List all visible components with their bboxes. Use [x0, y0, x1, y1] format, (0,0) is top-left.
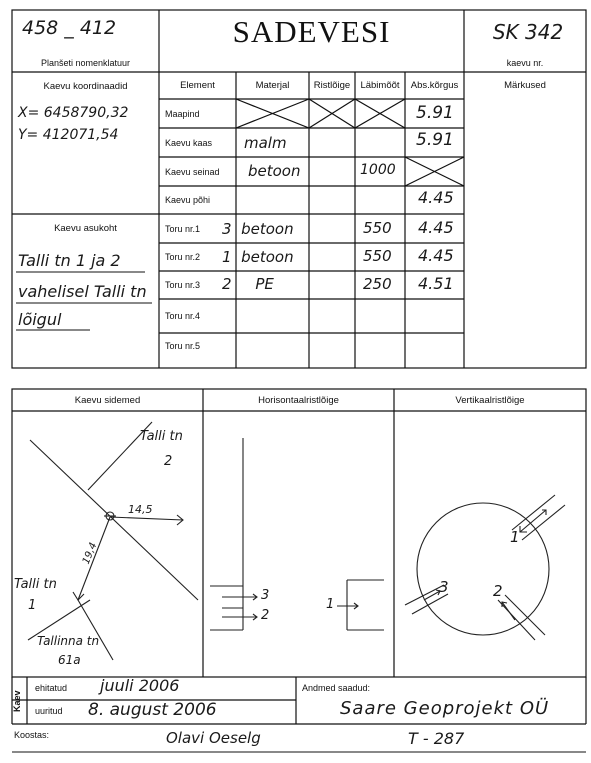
col-header-section: Ristlõige — [313, 80, 351, 91]
col-header-remarks: Märkused — [504, 80, 546, 91]
street-label: 61a — [58, 653, 81, 667]
table-cell-height: 4.45 — [418, 246, 454, 265]
pipe-label: 3 — [439, 578, 449, 596]
table-cell-height: 4.45 — [418, 188, 454, 207]
data-source-label: Andmed saadud: — [302, 683, 371, 693]
col-header-height: Abs.kõrgus — [410, 80, 459, 91]
table-row-element: Kaevu põhi — [165, 195, 211, 205]
table-cell-material: betoon — [248, 162, 301, 180]
table-row-element: Toru nr.3 — [165, 280, 201, 290]
built-value: juuli 2006 — [100, 676, 180, 695]
table-cell-material: 2 PE — [222, 275, 274, 293]
table-row-element: Maapind — [165, 109, 200, 119]
pipe-label: 2 — [493, 582, 503, 600]
data-source-value: Saare Geoprojekt OÜ — [340, 698, 550, 719]
location-line-3: lõigul — [18, 310, 62, 329]
connections-title: Kaevu sidemed — [74, 395, 141, 406]
page-title: SADEVESI — [232, 14, 391, 49]
well-side-label: Kaev — [12, 690, 22, 712]
distance-label: 19,4 — [80, 541, 100, 566]
reference-value: T - 287 — [408, 729, 465, 748]
table-row-element: Toru nr.5 — [165, 341, 201, 351]
table-row-element: Kaevu kaas — [165, 138, 213, 148]
table-cell-material: 3 betoon — [222, 220, 294, 238]
well-no-value: SK 342 — [492, 20, 564, 44]
location-label: Kaevu asukoht — [54, 223, 117, 234]
location-line-1: Talli tn 1 ja 2 — [18, 251, 121, 270]
horizontal-section-title: Horisontaalristlõige — [258, 395, 339, 406]
table-row-element: Toru nr.4 — [165, 311, 201, 321]
col-header-element: Element — [180, 80, 215, 91]
nomenclature-value: 458 _ 412 — [22, 17, 117, 39]
street-label: Talli tn — [140, 429, 183, 444]
distance-label: 14,5 — [128, 503, 153, 516]
street-label: Tallinna tn — [37, 634, 100, 648]
pipe-label: 3 — [261, 588, 270, 603]
table-cell-diameter: 250 — [363, 275, 392, 293]
col-header-diameter: Läbimõõt — [360, 80, 400, 91]
author-label: Koostas: — [14, 730, 50, 740]
street-label: 2 — [164, 454, 173, 469]
table-cell-height: 5.91 — [416, 130, 454, 150]
table-cell-height: 5.91 — [416, 103, 454, 123]
well-no-label: kaevu nr. — [506, 58, 544, 68]
table-cell-diameter: 550 — [363, 219, 392, 237]
table-cell-diameter: 550 — [363, 247, 392, 265]
table-cell-height: 4.45 — [418, 218, 454, 237]
measured-label: uuritud — [35, 706, 63, 716]
measured-value: 8. august 2006 — [88, 700, 217, 720]
table-row-element: Kaevu seinad — [165, 167, 220, 177]
location-line-2: vahelisel Talli tn — [18, 282, 147, 301]
coord-x: X= 6458790,32 — [18, 105, 129, 121]
pipe-label: 1 — [326, 597, 335, 612]
author-value: Olavi Oeselg — [166, 729, 261, 747]
pipe-label: 1 — [510, 528, 520, 546]
table-cell-material: 1 betoon — [222, 248, 294, 266]
built-label: ehitatud — [35, 683, 68, 693]
street-label: Talli tn — [14, 577, 57, 592]
vertical-section-title: Vertikaalristlõige — [455, 395, 525, 406]
table-cell-material: malm — [244, 134, 287, 152]
col-header-material: Materjal — [255, 80, 290, 91]
table-cell-height: 4.51 — [418, 274, 454, 293]
coords-label: Kaevu koordinaadid — [43, 81, 128, 92]
street-label: 1 — [28, 598, 37, 613]
coord-y: Y= 412071,54 — [18, 127, 119, 143]
table-cell-diameter: 1000 — [360, 162, 396, 178]
table-row-element: Toru nr.2 — [165, 252, 201, 262]
pipe-label: 2 — [261, 608, 270, 623]
table-row-element: Toru nr.1 — [165, 224, 201, 234]
nomenclature-label: Planšeti nomenklatuur — [40, 58, 131, 68]
